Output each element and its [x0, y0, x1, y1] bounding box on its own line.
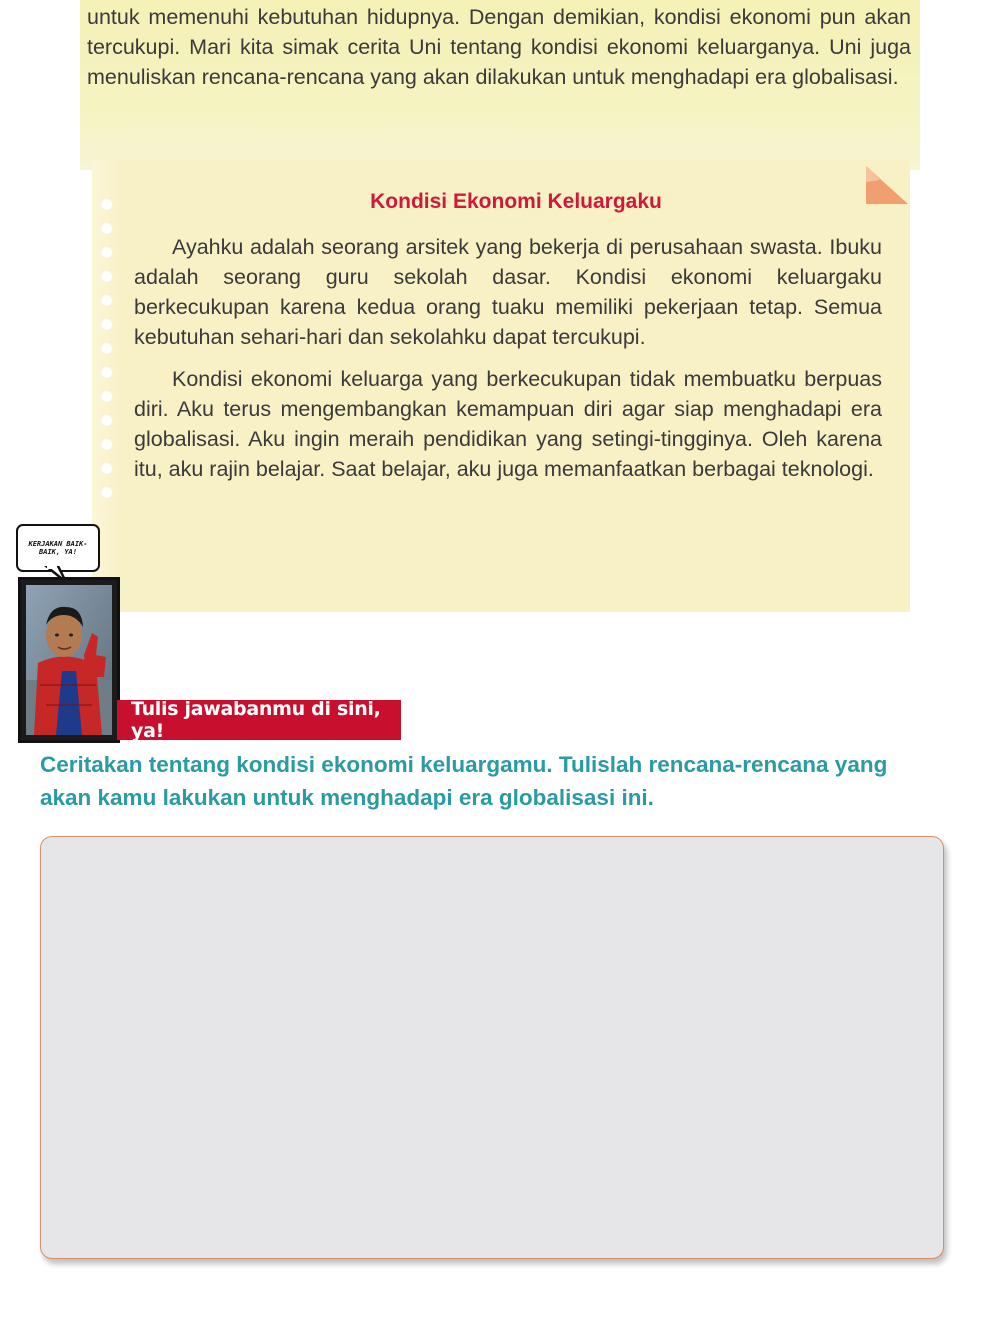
speech-bubble	[16, 524, 100, 572]
notebook-hole	[100, 438, 113, 451]
intro-paragraph: untuk memenuhi kebutuhan hidupnya. Dengan demikian, kondisi ekonomi pun akan tercukupi. Mari kita simak cerita Uni tentang kondisi ekonomi keluarganya. Uni juga menuliskan rencana-rencana yang akan dilakukan untuk menghadapi era globalisasi.	[87, 5, 911, 89]
notebook-hole	[100, 294, 113, 307]
question-text: Ceritakan tentang kondisi ekonomi keluargamu. Tulislah rencana-rencana yang akan kamu lakukan untuk menghadapi era globalisasi ini.	[40, 752, 888, 810]
notebook-hole	[100, 222, 113, 235]
notebook-hole	[100, 486, 113, 499]
avatar-image	[26, 585, 112, 735]
avatar-photo	[18, 577, 120, 743]
notebook-hole	[100, 390, 113, 403]
notebook-hole	[100, 342, 113, 355]
instruction-banner: Tulis jawabanmu di sini, ya!	[117, 700, 401, 740]
story-title: Kondisi Ekonomi Keluargaku	[370, 190, 662, 213]
notebook-hole	[100, 366, 113, 379]
story-paragraph: Ayahku adalah seorang arsitek yang bekerja di perusahaan swasta. Ibuku adalah seorang guru sekolah dasar. Kondisi ekonomi keluargaku berkecukupan karena kedua orang tuaku memiliki pekerjaan tetap. Semua kebutuhan sehari-hari dan sekolahku dapat tercukupi.	[134, 235, 882, 349]
intro-section	[80, 0, 920, 170]
story-body	[134, 232, 882, 496]
speech-bubble-text: KERJAKAN BAIK-BAIK, YA!	[28, 540, 88, 556]
notebook-hole	[100, 270, 113, 283]
story-paragraph: Kondisi ekonomi keluarga yang berkecukupan tidak membuatku berpuas diri. Aku terus mengembangkan kemampuan diri agar siap menghadapi era globalisasi. Aku ingin meraih pendidikan yang setingi-tingginya. Oleh karena itu, aku rajin belajar. Saat belajar, aku juga memanfaatkan berbagai teknologi.	[134, 367, 882, 481]
notebook-hole	[100, 318, 113, 331]
notebook-hole	[100, 246, 113, 259]
answer-input[interactable]	[40, 836, 944, 1259]
notebook-hole	[100, 414, 113, 427]
story-card	[92, 160, 910, 612]
notebook-hole	[100, 462, 113, 475]
